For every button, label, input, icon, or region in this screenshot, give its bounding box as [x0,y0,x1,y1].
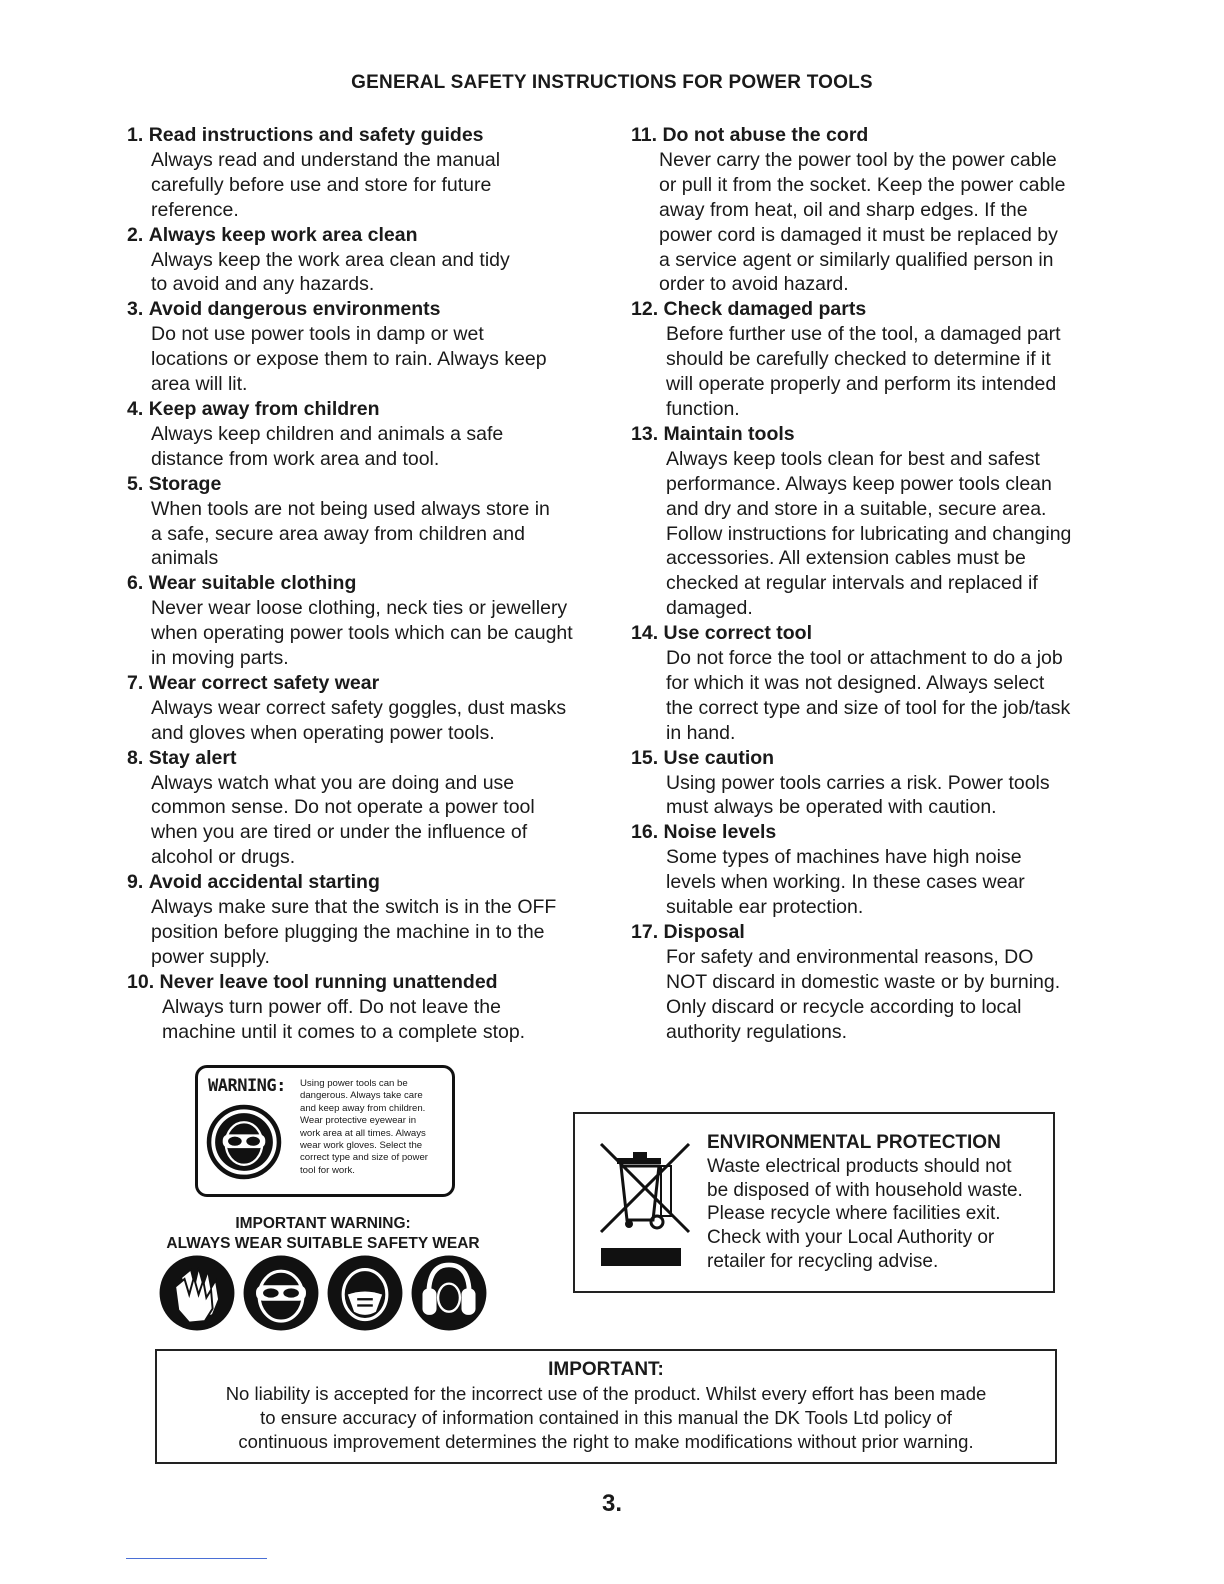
instruction-item [127,472,597,572]
item-heading: Avoid accidental starting [148,871,380,894]
item-body: Before further use of the tool, a damaged part should be carefully checked to determine if it will operate properly and perform its intended function. [666,323,1061,420]
important-box [155,1349,1057,1464]
item-body: Always read and understand the manual carefully before use and store for future reference. [151,148,501,221]
crossed-bin-icon [595,1136,695,1278]
item-body: When tools are not being used always store in a safe, secure area away from children and animals [151,497,550,570]
environmental-heading: ENVIRONMENTAL PROTECTION [707,1132,1001,1153]
item-heading: Stay alert [148,746,237,769]
instruction-item [631,820,1101,920]
instruction-item [127,746,597,871]
item-body: Always keep children and animals a safe distance from work area and tool. [151,422,504,470]
item-heading: Avoid dangerous environments [148,298,441,321]
item-number: 17. [631,921,659,943]
footer-divider [126,1558,267,1559]
instructions-left-column [127,123,597,1045]
item-body: Always turn power off. Do not leave the machine until it comes to a complete stop. [162,995,526,1043]
item-number: 12. [631,298,659,321]
item-number: 4. [127,397,144,420]
instruction-item [631,123,1101,297]
instruction-item [631,746,1101,821]
item-number: 14. [631,622,659,645]
item-heading: Use caution [663,746,775,769]
safety-goggles-icon [206,1104,282,1180]
environmental-text [707,1131,1047,1274]
ear-protection-icon [410,1254,488,1332]
item-number: 6. [127,572,144,595]
important-warning [150,1214,496,1254]
environmental-body: Waste electrical products should not be disposed of with household waste. Please recycle where facilities exit. Check with your Local Authority or retailer for recycling advise. [707,1155,1023,1272]
item-number: 3. [127,298,144,321]
instruction-item [631,297,1101,422]
ppe-icons [158,1254,490,1334]
instruction-item [127,397,597,472]
item-number: 2. [127,223,144,246]
item-heading: Noise levels [663,821,777,844]
item-body: Some types of machines have high noise levels when working. In these cases wear suitable ear protection. [666,846,1025,919]
item-number: 1. [127,124,144,146]
item-number: 16. [631,821,659,844]
instructions-right-column [631,123,1101,1045]
item-body: Always keep tools clean for best and safest performance. Always keep power tools clean and dry and store in a suitable, secure area. Follow instructions for lubricating and changing accessories. All extension cables must be checked at regular intervals and replaced if damaged. [666,447,1072,620]
item-heading: Wear correct safety wear [148,671,380,694]
item-body: Never carry the power tool by the power cable or pull it from the socket. Keep the power cable away from heat, oil and sharp edges. If the power cord is damaged it must be replaced by a service agent or similarly qualified person in order to avoid hazard. [659,148,1066,296]
item-number: 7. [127,671,144,694]
item-number: 10. [127,970,155,993]
item-heading: Use correct tool [663,622,812,645]
item-heading: Do not abuse the cord [662,124,869,146]
item-number: 9. [127,871,144,894]
warning-label: WARNING: [208,1076,286,1096]
item-number: 11. [631,124,658,146]
item-body: Always wear correct safety goggles, dust masks and gloves when operating power tools. [151,696,567,744]
dust-mask-icon [326,1254,404,1332]
item-heading: Disposal [663,921,745,943]
item-body: Using power tools carries a risk. Power tools must always be operated with caution. [666,771,1050,819]
instruction-item [127,123,597,223]
important-title: IMPORTANT: [548,1359,664,1380]
warning-box [195,1065,455,1197]
item-heading: Always keep work area clean [148,223,418,246]
item-body: Always watch what you are doing and use common sense. Do not operate a power tool when you are tired or under the influence of alcohol or drugs. [151,771,535,869]
warning-text: Using power tools can be dangerous. Always take care and keep away from children. Wear protective eyewear in work area at all times. Always wear work gloves. Select the correct type and size of power tool for work. [300,1078,428,1176]
item-number: 15. [631,746,659,769]
instruction-item [127,671,597,746]
important-warning-title: IMPORTANT WARNING: [235,1215,411,1232]
item-heading: Check damaged parts [663,298,867,321]
item-heading: Maintain tools [663,422,795,445]
item-body: Do not force the tool or attachment to do a job for which it was not designed. Always select the correct type and size of tool for the job/task in hand. [666,647,1071,744]
important-body: No liability is accepted for the incorrect use of the product. Whilst every effort has been made to ensure accuracy of information contained in this manual the DK Tools Ltd policy of continuous improvement determines the right to make modifications without prior warning. [225,1383,987,1453]
instruction-item [631,422,1101,621]
page-number: 3. [601,1490,622,1517]
page-title: GENERAL SAFETY INSTRUCTIONS FOR POWER TOOLS [351,72,873,93]
item-number: 5. [127,472,144,495]
instruction-item [127,970,597,1045]
instruction-item [631,920,1101,1045]
instruction-item [127,223,597,298]
item-heading: Read instructions and safety guides [148,124,484,146]
item-heading: Keep away from children [148,397,380,420]
item-number: 8. [127,746,144,769]
item-body: Always make sure that the switch is in the OFF position before plugging the machine in to the power supply. [151,896,557,968]
item-body: For safety and environmental reasons, DO NOT discard in domestic waste or by burning. Only discard or recycle according to local authority regulations. [666,945,1061,1043]
environmental-box [573,1112,1055,1293]
instruction-item [127,571,597,671]
item-heading: Storage [148,472,222,495]
item-body: Always keep the work area clean and tidy to avoid and any hazards. [151,248,510,296]
item-heading: Never leave tool running unattended [159,970,498,993]
item-body: Never wear loose clothing, neck ties or jewellery when operating power tools which can be caught in moving parts. [151,597,573,670]
instruction-item [127,297,597,397]
item-number: 13. [631,422,659,445]
gloves-icon [158,1254,236,1332]
goggles-icon [242,1254,320,1332]
item-heading: Wear suitable clothing [148,572,357,595]
important-warning-subtitle: ALWAYS WEAR SUITABLE SAFETY WEAR [166,1235,480,1252]
instruction-item [631,621,1101,746]
item-body: Do not use power tools in damp or wet locations or expose them to rain. Always keep area will lit. [151,323,547,396]
instruction-item [127,870,597,970]
